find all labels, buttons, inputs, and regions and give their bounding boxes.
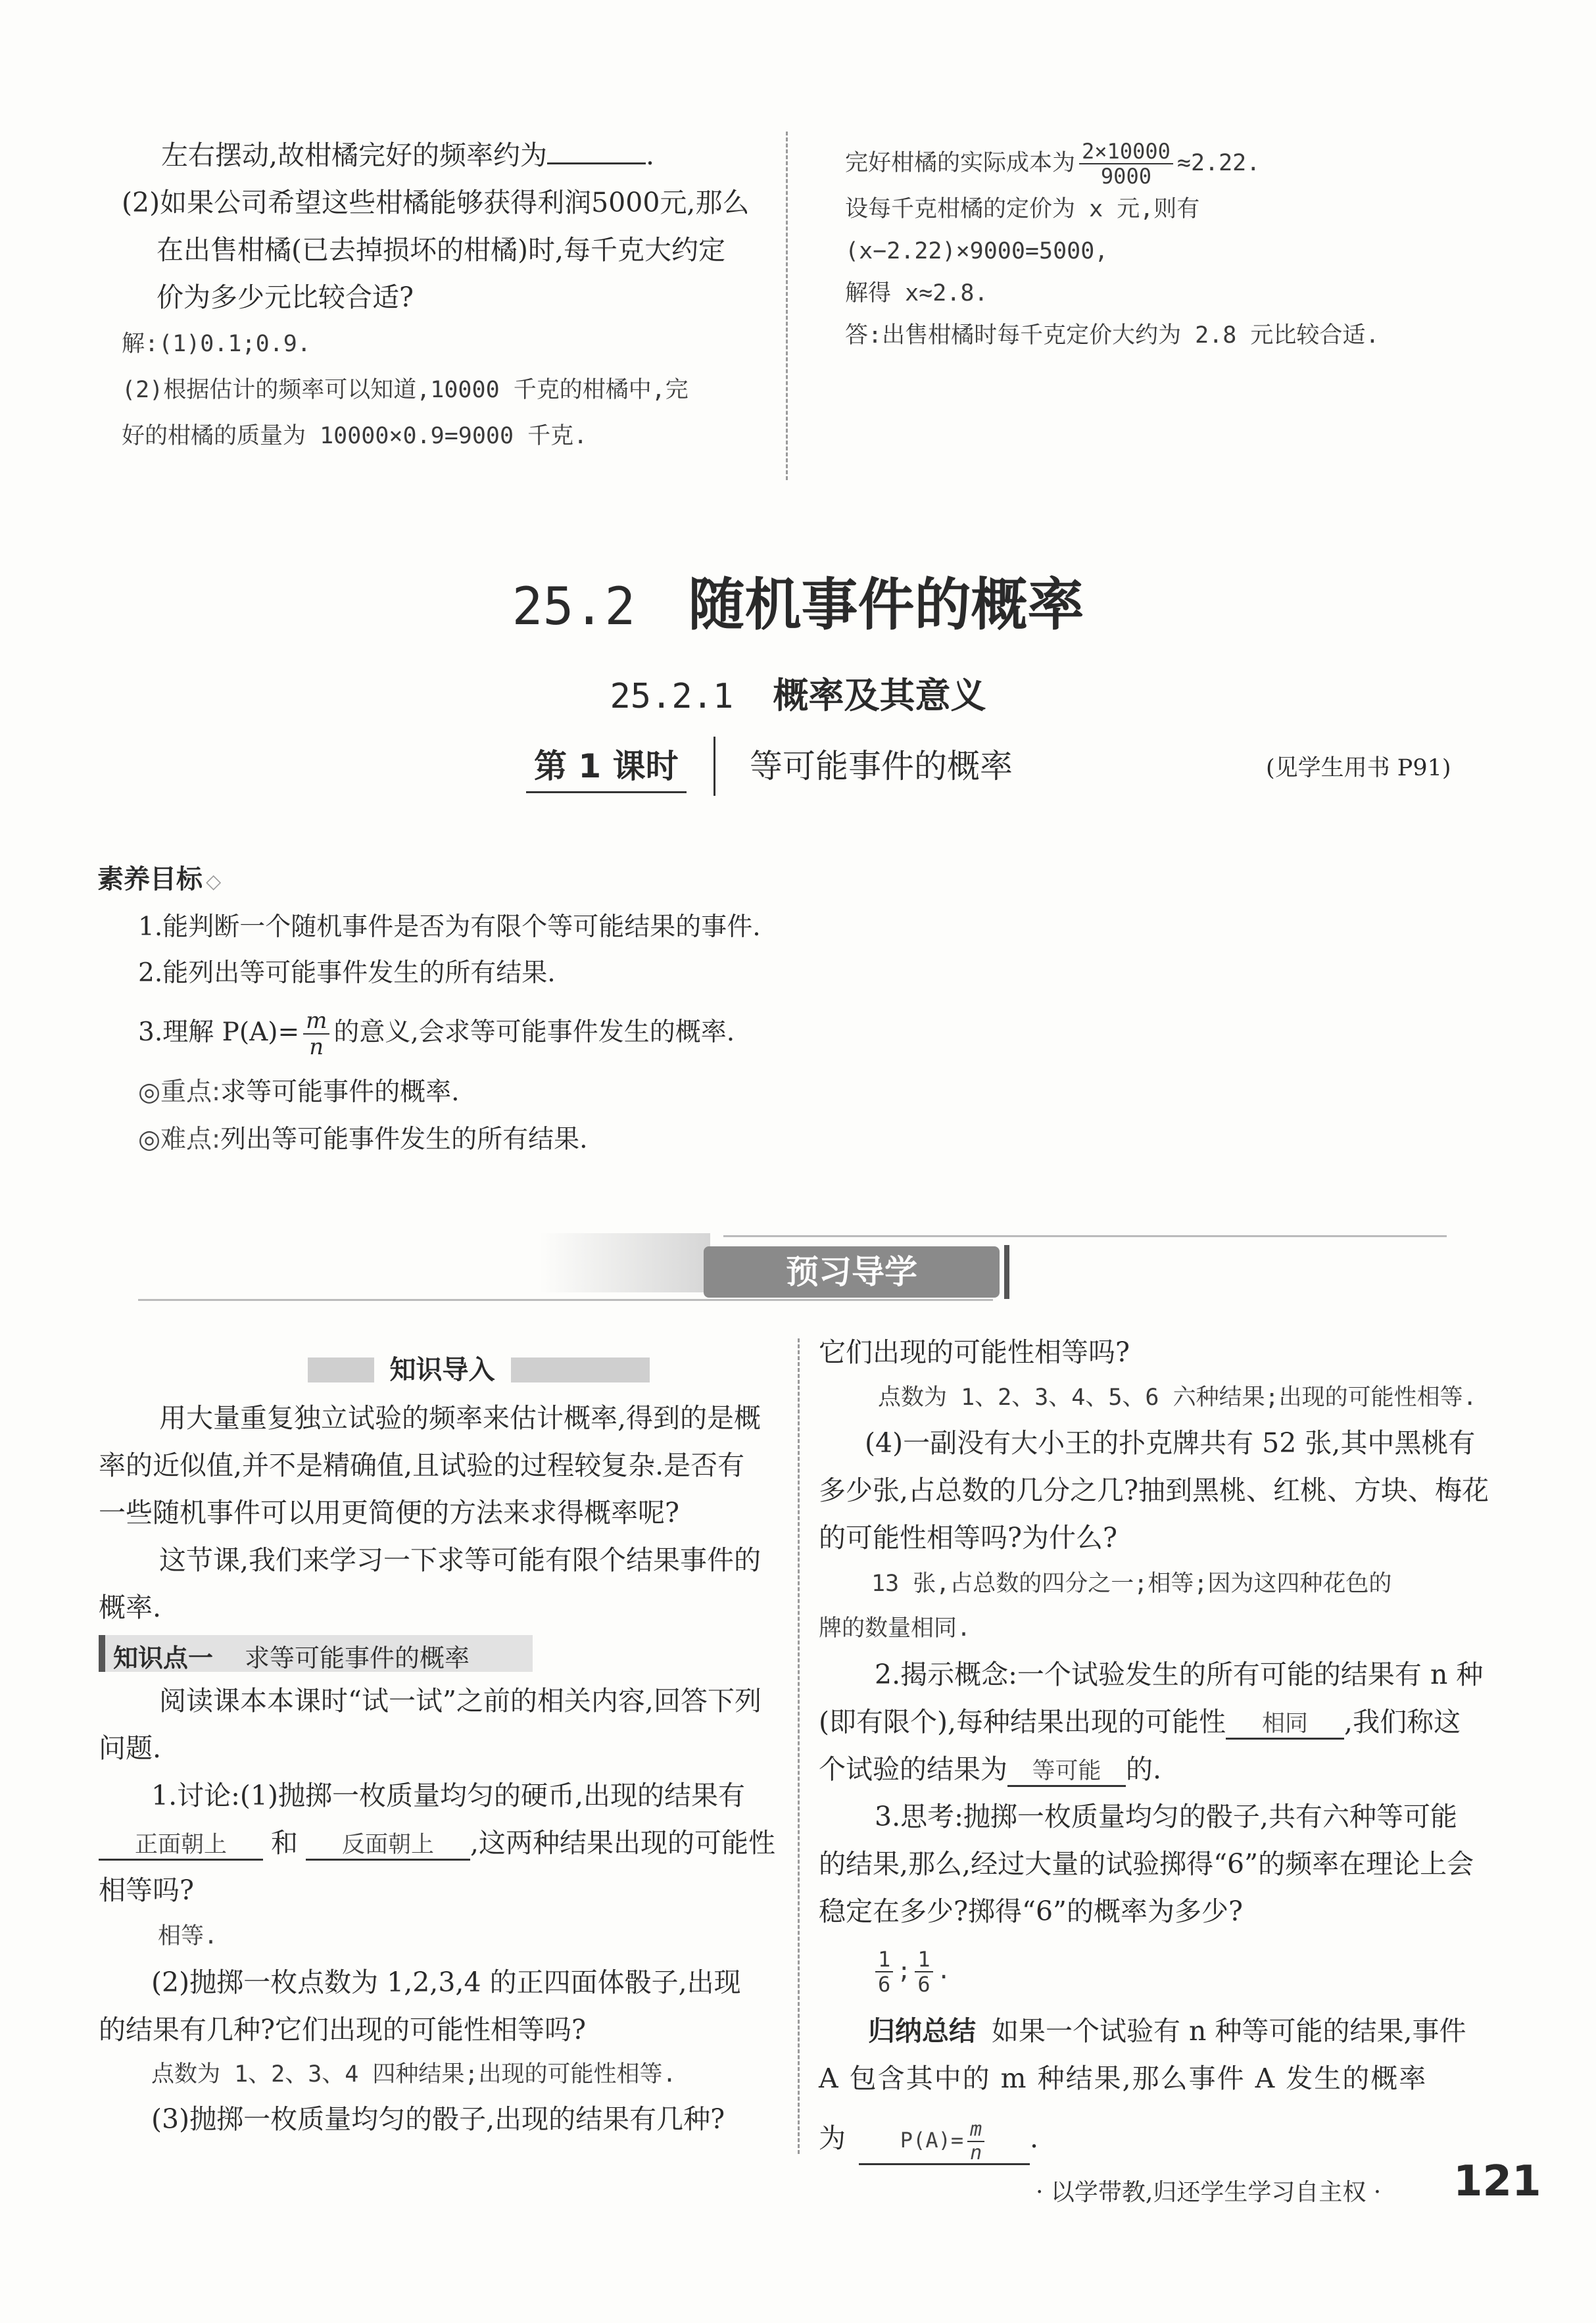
intro-para-2-line-1: 这节课,我们来学习一下求等可能有限个结果事件的: [159, 1544, 762, 1576]
column-divider-top: [786, 132, 788, 480]
intro-para-1-line-3: 一些随机事件可以用更简便的方法来求得概率呢?: [99, 1497, 679, 1528]
discussion-4-answer-line-2: 牌的数量相同.: [819, 1615, 971, 1642]
page-number: 121: [1453, 2157, 1541, 2206]
summary-line-3: 为 P(A)= $\frac{m}{n}$ .: [819, 2118, 1039, 2164]
question-2-line-2: 在出售柑橘(已去掉损坏的柑橘)时,每千克大约定: [157, 234, 726, 266]
fill-blank-heads: 正面朝上: [99, 1831, 263, 1861]
right-column: [819, 1329, 1503, 2174]
column-divider: [798, 1338, 800, 2154]
goal-item-3: 3.理解 P(A)= $\frac{m}{n}$ 的意义,会求等可能事件发生的概率.: [138, 1008, 735, 1060]
intro-title-bar: [99, 1342, 786, 1394]
top-left-block: [122, 132, 768, 459]
banner-label: 预习导学: [786, 1253, 917, 1291]
subsection-number: 25.2.1: [610, 677, 734, 716]
cost-line: 完好柑橘的实际成本为 $\frac{2\times 10000}{9000}$ ≈2.22.: [845, 139, 1261, 189]
prev-question-line: 左右摆动,故柑橘完好的频率约为 .: [161, 139, 655, 171]
summary-line-1: 归纳总结 如果一个试验有 n 种等可能的结果,事件: [868, 2015, 1466, 2047]
question-2-line-1: (2)如果公司希望这些柑橘能够获得利润5000元,那么: [122, 187, 750, 218]
read-instruction-line-1: 阅读课本本课时“试一试”之前的相关内容,回答下列: [159, 1685, 762, 1717]
set-price-line: 设每千克柑橘的定价为 x 元,则有: [845, 196, 1200, 222]
knowledge-point-label: 知识点一: [113, 1644, 214, 1673]
concept-line-3: 个试验的结果为 等可能 的.: [819, 1746, 1503, 1793]
subsection-title: 概率及其意义: [773, 675, 986, 716]
section-heading: [0, 559, 1596, 641]
goal-item-1: 1.能判断一个随机事件是否为有限个等可能结果的事件.: [138, 912, 761, 942]
banner-shadow: [539, 1233, 710, 1292]
lesson-divider: [713, 737, 715, 796]
top-right-block: [845, 138, 1503, 356]
intro-title: 知识导入: [374, 1355, 511, 1385]
discussion-2-answer: 点数为 1、2、3、4 四种结果;出现的可能性相等.: [151, 2061, 677, 2088]
discussion-2-line-2: 的结果有几种?它们出现的可能性相等吗?: [99, 2014, 586, 2045]
discussion-1-line-3: 相等吗?: [99, 1874, 194, 1906]
think-line-1: 3.思考:抛掷一枚质量均匀的骰子,共有六种等可能: [875, 1801, 1457, 1832]
concept-line-2: (即有限个),每种结果出现的可能性 相同 ,我们称这: [819, 1698, 1503, 1746]
discussion-1-line-2: 正面朝上 和 反面朝上 ,这两种结果出现的可能性: [99, 1819, 786, 1867]
discussion-4-line-3: 的可能性相等吗?为什么?: [819, 1522, 1117, 1553]
think-line-2: 的结果,那么,经过大量的试验掷得“6”的频率在理论上会: [819, 1848, 1474, 1880]
difficult-point: ◎难点:列出等可能事件发生的所有结果.: [138, 1125, 588, 1154]
lesson-label: 第 1 课时: [526, 740, 687, 793]
intro-para-1-line-1: 用大量重复独立试验的频率来估计概率,得到的是概: [159, 1402, 762, 1434]
solution-2-line-1: (2)根据估计的频率可以知道,10000 千克的柑橘中,完: [122, 377, 689, 403]
banner-bar: [1004, 1245, 1009, 1299]
discussion-1-answer: 相等.: [158, 1923, 218, 1949]
think-line-3: 稳定在多少?掷得“6”的概率为多少?: [819, 1895, 1243, 1927]
discussion-3-line-1: (3)抛掷一枚质量均匀的骰子,出现的结果有几种?: [151, 2103, 725, 2135]
left-column: [99, 1342, 786, 2143]
banner-line-right: [723, 1235, 1447, 1237]
discussion-3-line-2: 它们出现的可能性相等吗?: [819, 1336, 1130, 1368]
goals-list: [138, 904, 1388, 1163]
intro-para-2-line-2: 概率.: [99, 1592, 162, 1623]
section-title: 随机事件的概率: [688, 572, 1084, 638]
discussion-3-answer: 点数为 1、2、3、4、5、6 六种结果;出现的可能性相等.: [878, 1384, 1477, 1411]
subsection-heading: [0, 668, 1596, 718]
book-reference: (见学生用书 P91): [1266, 755, 1451, 781]
knowledge-point-bar: [99, 1632, 786, 1677]
solution-1: 解:(1)0.1;0.9.: [122, 331, 311, 357]
equation-line: (x−2.22)×9000=5000,: [845, 238, 1109, 264]
solution-2-line-2: 好的柑橘的质量为 10000×0.9=9000 千克.: [122, 423, 588, 449]
diamond-icon: ◇: [206, 870, 222, 893]
banner-line-left: [138, 1299, 993, 1301]
banner-box: [704, 1246, 1000, 1298]
key-point: ◎重点:求等可能事件的概率.: [138, 1077, 460, 1107]
discussion-4-line-2: 多少张,占总数的几分之几?抽到黑桃、红桃、方块、梅花: [819, 1475, 1489, 1506]
discussion-2-line-1: (2)抛掷一枚点数为 1,2,3,4 的正四面体骰子,出现: [151, 1967, 741, 1998]
lesson-title: 等可能事件的概率: [750, 747, 1013, 785]
read-instruction-line-2: 问题.: [99, 1732, 162, 1764]
knowledge-point-title: 求等可能事件的概率: [245, 1644, 470, 1673]
concept-line-1: 2.揭示概念:一个试验发生的所有可能的结果有 n 种: [875, 1659, 1484, 1690]
intro-para-1-line-2: 率的近似值,并不是精确值,且试验的过程较复杂.是否有: [99, 1450, 745, 1481]
section-number: 25.2: [512, 577, 636, 637]
fill-blank-tails: 反面朝上: [306, 1831, 470, 1861]
fill-blank-equal-possibility: 等可能: [1007, 1757, 1126, 1787]
footer-slogan: · 以学带教,归还学生学习自主权 ·: [1036, 2179, 1382, 2206]
goals-title: 素养目标 ◇: [97, 864, 222, 894]
discussion-1-line-1: 1.讨论:(1)抛掷一枚质量均匀的硬币,出现的结果有: [151, 1780, 746, 1811]
solve-line: 解得 x≈2.8.: [845, 280, 988, 306]
fill-blank-same: 相同: [1226, 1710, 1344, 1740]
summary-label: 归纳总结: [868, 2015, 976, 2047]
think-answer: $\frac{1}{6}$ ; $\frac{1}{6}$ .: [819, 1935, 1503, 2007]
answer-line: 答:出售柑橘时每千克定价大约为 2.8 元比较合适.: [845, 322, 1380, 349]
question-2-line-3: 价为多少元比较合适?: [157, 281, 414, 313]
goal-item-2: 2.能列出等可能事件发生的所有结果.: [138, 958, 556, 988]
summary-line-2: A 包含其中的 m 种结果,那么事件 A 发生的概率: [819, 2063, 1428, 2094]
summary-formula-blank: P(A)= $\frac{m}{n}$: [859, 2120, 1030, 2165]
discussion-4-answer-line-1: 13 张,占总数的四分之一;相等;因为这四种花色的: [871, 1571, 1392, 1597]
discussion-4-line-1: (4)一副没有大小王的扑克牌共有 52 张,其中黑桃有: [865, 1427, 1476, 1459]
